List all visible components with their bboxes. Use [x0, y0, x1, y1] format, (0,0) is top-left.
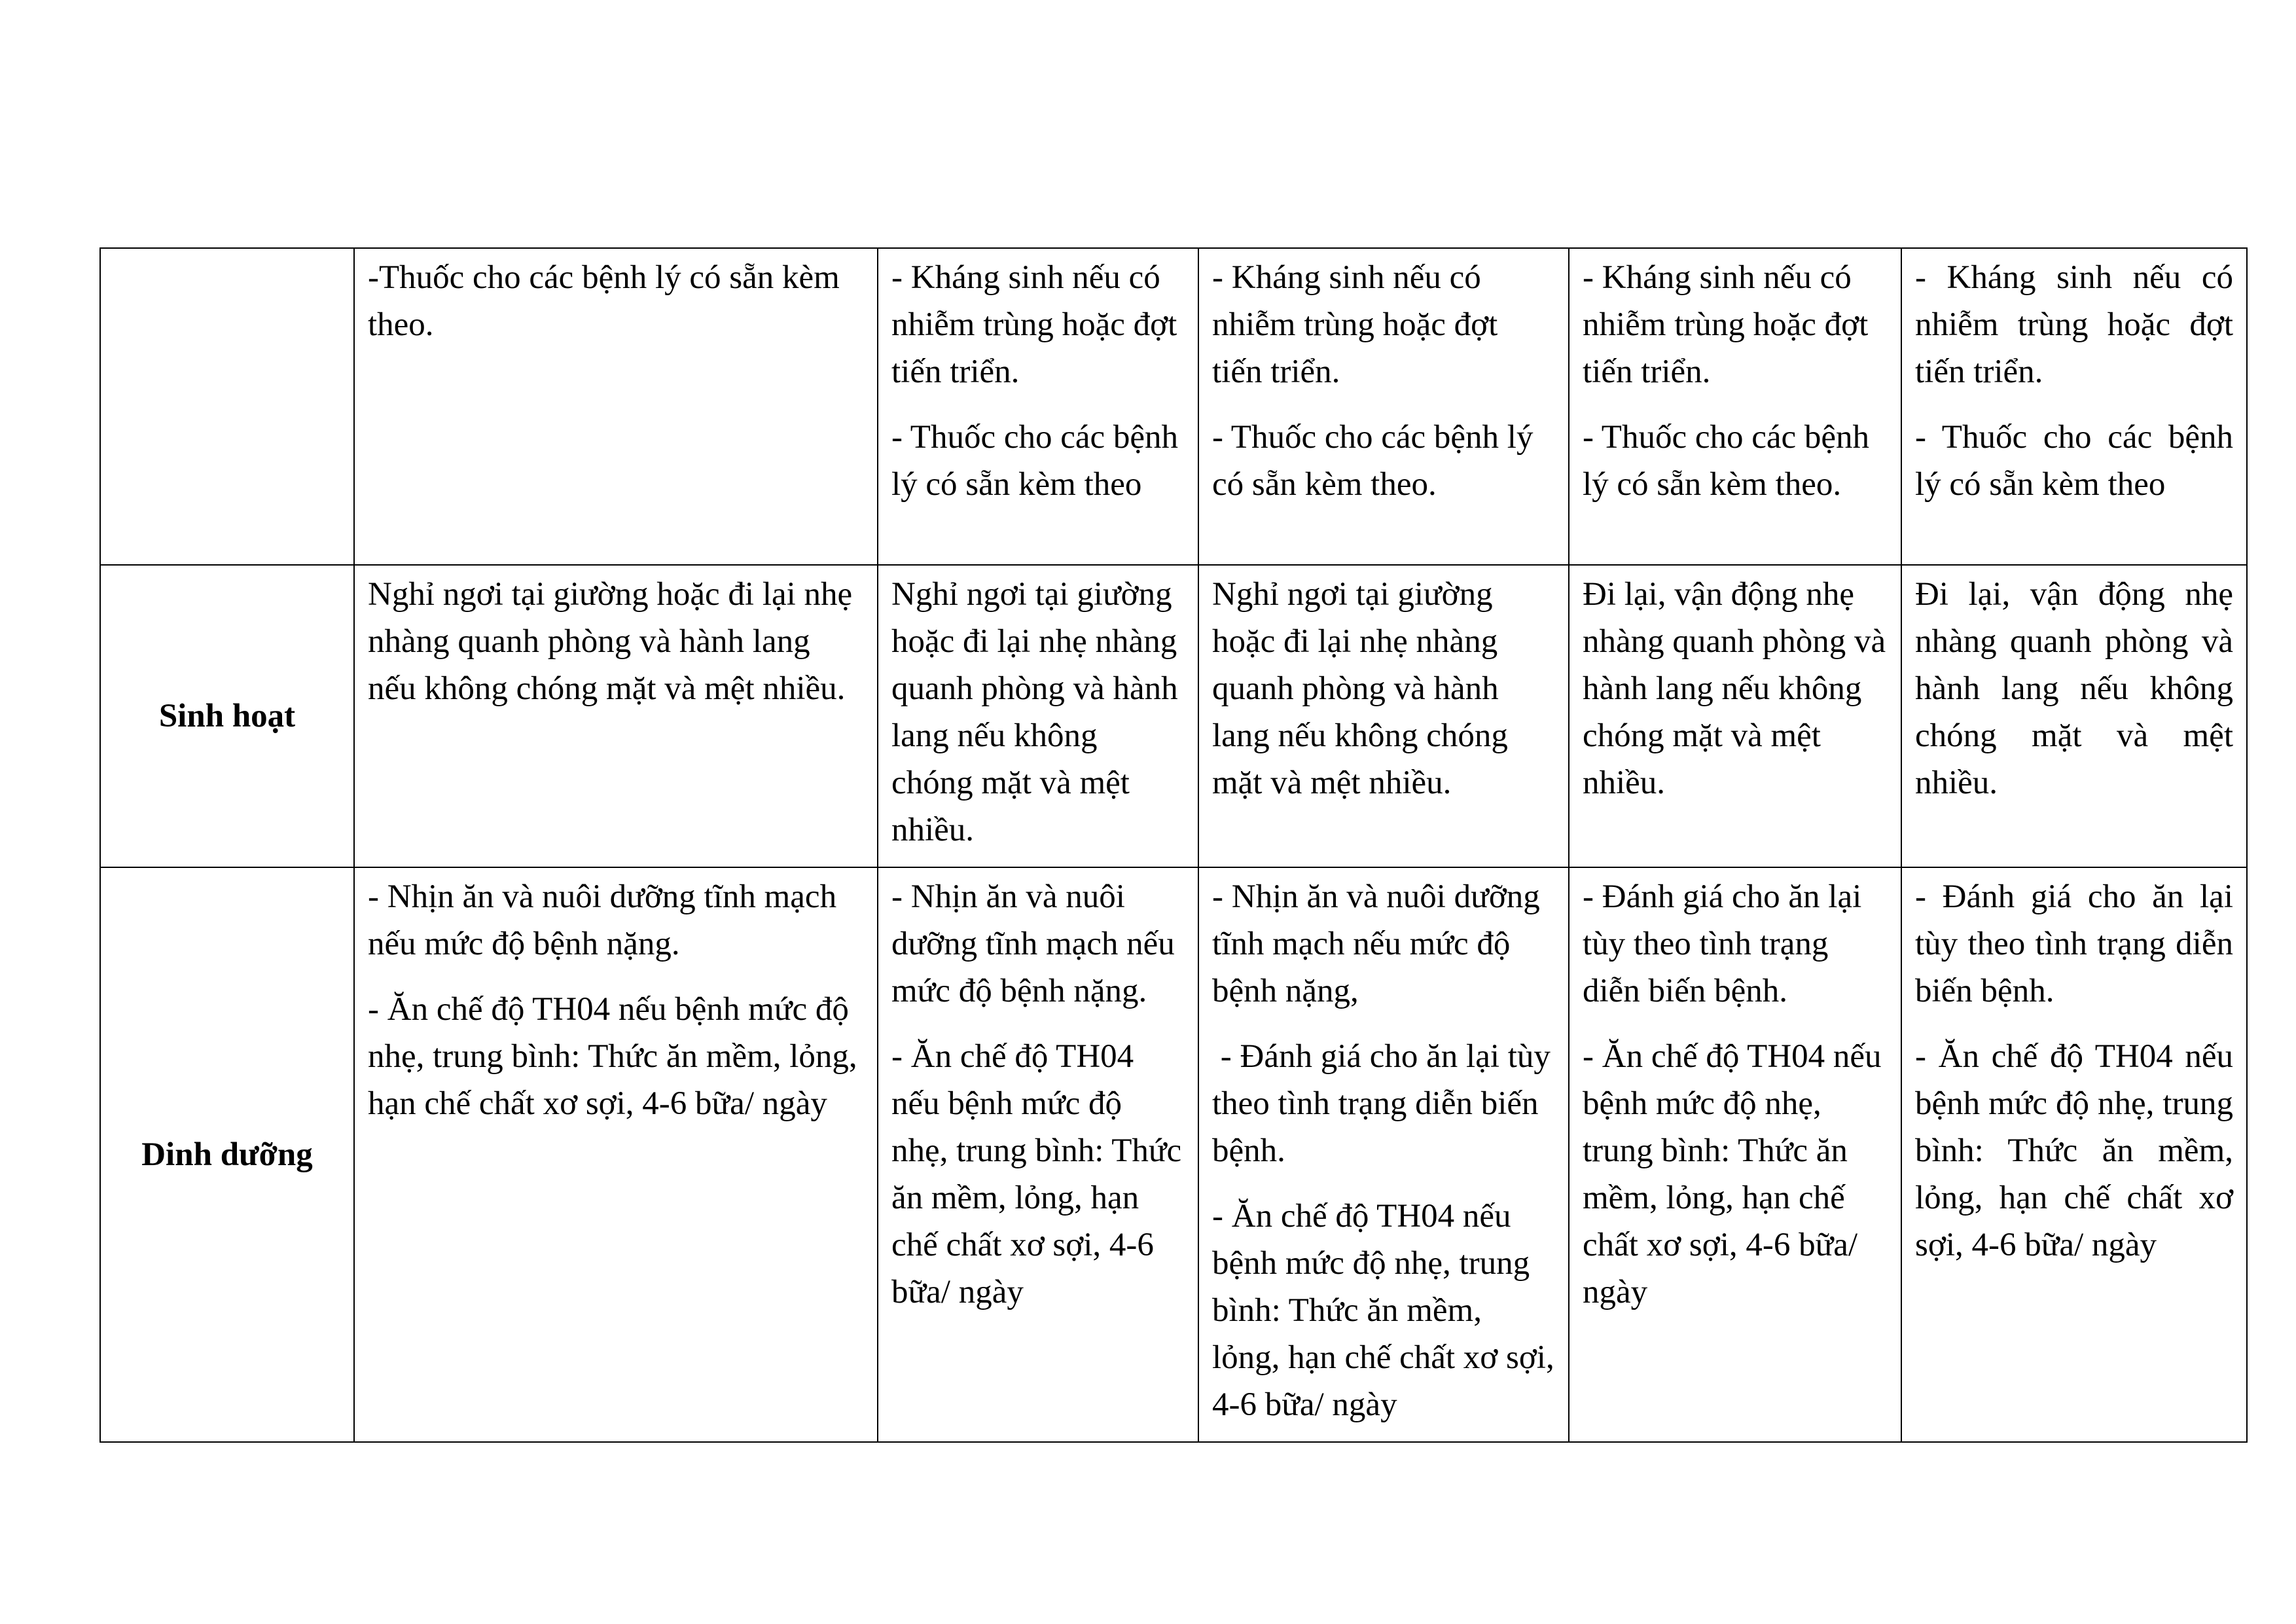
cell-paragraph: - Nhịn ăn và nuôi dưỡng tĩnh mạch nếu mức độ bệnh nặng. [891, 878, 1175, 1009]
cell-paragraph: - Thuốc cho các bệnh lý có sẵn kèm theo. [1212, 419, 1534, 503]
cell-paragraph: Nghỉ ngơi tại giường hoặc đi lại nhẹ nhàng quanh phòng và hành lang nếu không chóng mặt và mệt nhiều. [1212, 576, 1508, 801]
table-row-medication [100, 248, 2247, 565]
table-cell [1901, 248, 2247, 565]
table-cell [1198, 565, 1569, 867]
table-cell [1901, 565, 2247, 867]
cell-paragraph: - Nhịn ăn và nuôi dưỡng tĩnh mạch nếu mức độ bệnh nặng, [1212, 878, 1540, 1009]
cell-paragraph: - Kháng sinh nếu có nhiễm trùng hoặc đợt tiến triển. [891, 259, 1177, 390]
table-row-sinh-hoat [100, 565, 2247, 867]
table-cell [878, 248, 1198, 565]
cell-paragraph: - Kháng sinh nếu có nhiễm trùng hoặc đợt tiến triển. [1212, 259, 1498, 390]
treatment-table [99, 247, 2248, 1443]
table-cell [1569, 565, 1901, 867]
cell-paragraph: - Đánh giá cho ăn lại tùy theo tình trạng diễn biến bệnh. [1212, 1038, 1559, 1169]
cell-paragraph: - Kháng sinh nếu có nhiễm trùng hoặc đợt tiến triển. [1583, 259, 1869, 390]
cell-paragraph: Nghỉ ngơi tại giường hoặc đi lại nhẹ nhàng quanh phòng và hành lang nếu không chóng mặt và mệt nhiều. [368, 576, 853, 707]
row-label: Dinh dưỡng [100, 867, 354, 1442]
table-cell [1569, 867, 1901, 1442]
table-cell [1198, 248, 1569, 565]
table-cell [1198, 867, 1569, 1442]
table-cell [354, 248, 878, 565]
table-cell [1569, 248, 1901, 565]
cell-paragraph: - Thuốc cho các bệnh lý có sẵn kèm theo. [1583, 419, 1870, 503]
cell-paragraph: - Ăn chế độ TH04 nếu bệnh mức độ nhẹ, trung bình: Thức ăn mềm, lỏng, hạn chế chất xơ sợi, 4-6 bữa/ ngày [1915, 1038, 2233, 1263]
cell-paragraph: - Thuốc cho các bệnh lý có sẵn kèm theo [891, 419, 1179, 503]
cell-paragraph: Đi lại, vận động nhẹ nhàng quanh phòng và hành lang nếu không chóng mặt và mệt nhiều. [1915, 576, 2233, 801]
table-cell [1901, 867, 2247, 1442]
table-cell [878, 867, 1198, 1442]
cell-paragraph: - Đánh giá cho ăn lại tùy theo tình trạng diễn biến bệnh. [1583, 878, 1862, 1009]
cell-paragraph: - Ăn chế độ TH04 nếu bệnh mức độ nhẹ, trung bình: Thức ăn mềm, lỏng, hạn chế chất xơ sợi, 4-6 bữa/ ngày [891, 1038, 1182, 1310]
table-cell [354, 565, 878, 867]
cell-paragraph: - Thuốc cho các bệnh lý có sẵn kèm theo [1915, 419, 2233, 503]
cell-paragraph: - Đánh giá cho ăn lại tùy theo tình trạng diễn biến bệnh. [1915, 878, 2233, 1009]
cell-paragraph: - Kháng sinh nếu có nhiễm trùng hoặc đợt tiến triển. [1915, 259, 2233, 390]
row-label [100, 248, 354, 565]
table-cell [354, 867, 878, 1442]
row-label: Sinh hoạt [100, 565, 354, 867]
cell-paragraph: Đi lại, vận động nhẹ nhàng quanh phòng và hành lang nếu không chóng mặt và mệt nhiều. [1583, 576, 1886, 801]
cell-paragraph: - Nhịn ăn và nuôi dưỡng tĩnh mạch nếu mức độ bệnh nặng. [368, 878, 837, 962]
cell-paragraph: - Ăn chế độ TH04 nếu bệnh mức độ nhẹ, trung bình: Thức ăn mềm, lỏng, hạn chế chất xơ sợi, 4-6 bữa/ ngày [1583, 1038, 1882, 1310]
cell-paragraph: - Ăn chế độ TH04 nếu bệnh mức độ nhẹ, trung bình: Thức ăn mềm, lỏng, hạn chế chất xơ sợi, 4-6 bữa/ ngày [368, 991, 857, 1122]
cell-paragraph: Nghỉ ngơi tại giường hoặc đi lại nhẹ nhàng quanh phòng và hành lang nếu không chóng mặt và mệt nhiều. [891, 576, 1178, 848]
cell-paragraph: -Thuốc cho các bệnh lý có sẵn kèm theo. [368, 259, 840, 343]
cell-paragraph: - Ăn chế độ TH04 nếu bệnh mức độ nhẹ, trung bình: Thức ăn mềm, lỏng, hạn chế chất xơ sợi, 4-6 bữa/ ngày [1212, 1198, 1554, 1423]
table-row-dinh-duong [100, 867, 2247, 1442]
table-cell [878, 565, 1198, 867]
